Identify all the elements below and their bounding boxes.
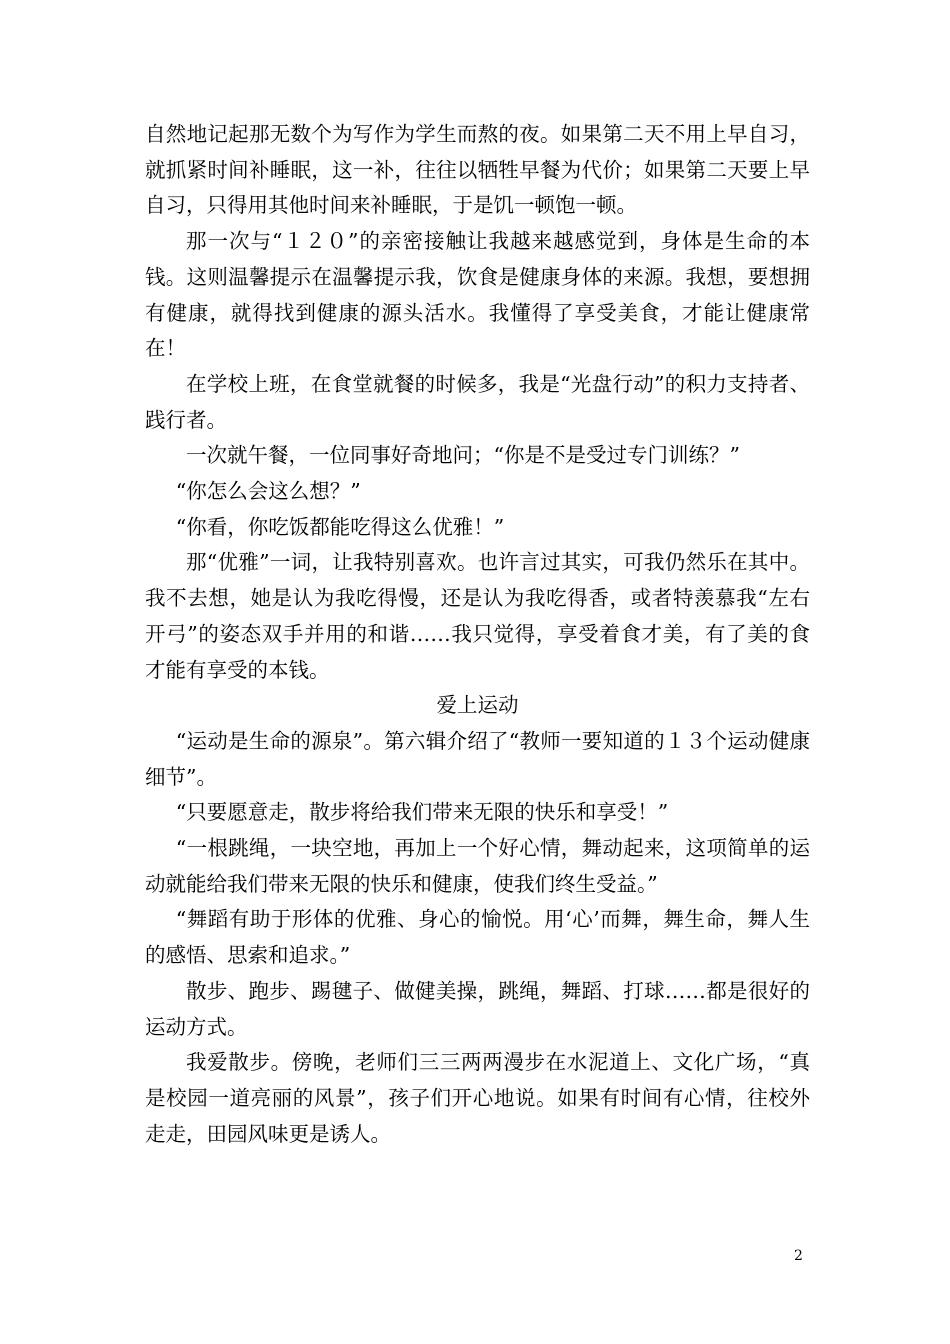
paragraph-10: “一根跳绳，一块空地，再加上一个好心情，舞动起来，这项简单的运动就能给我们带来无限的快乐和健康，使我们终生受益。”: [145, 836, 810, 896]
paragraph-13: 我爱散步。傍晚，老师们三三两两漫步在水泥道上、文化广场，“真是校园一道亮丽的风景”，孩子们开心地说。如果有时间有心情，往校外走走，田园风味更是诱人。: [145, 1050, 810, 1146]
paragraph-11: “舞蹈有助于形体的优雅、身心的愉悦。用‘心’而舞，舞生命，舞人生的感悟、思索和追求。”: [145, 907, 810, 968]
paragraph-2: 那一次与“１２０”的亲密接触让我越来越感觉到，身体是生命的本钱。这则温馨提示在温馨提示我，饮食是健康身体的来源。我想，要想拥有健康，就得找到健康的源头活水。我懂得了享受美食，才能让健康常在！: [145, 229, 810, 361]
paragraph-1: 自然地记起那无数个为写作为学生而熬的夜。如果第二天不用上早自习，就抓紧时间补睡眠，这一补，往往以牺牲早餐为代价；如果第二天要上早自习，只得用其他时间来补睡眠，于是饥一顿饱一顿。: [145, 122, 810, 218]
paragraph-12: 散步、跑步、踢毽子、做健美操，跳绳，舞蹈、打球……都是很好的运动方式。: [145, 978, 810, 1039]
body-text: [145, 117, 810, 1152]
paragraph-5: “你怎么会这么想？”: [175, 479, 361, 504]
section-heading: 爱上运动: [436, 693, 519, 718]
paragraph-3: 在学校上班，在食堂就餐的时候多，我是“光盘行动”的积力支持者、践行者。: [145, 371, 810, 432]
paragraph-8: “运动是生命的源泉”。第六辑介绍了“教师一要知道的１３个运动健康细节”。: [145, 728, 810, 789]
paragraph-9: “只要愿意走，散步将给我们带来无限的快乐和享受！”: [175, 800, 669, 825]
page-number: 2: [794, 1248, 803, 1264]
paragraph-4: 一次就午餐，一位同事好奇地问；“你是不是受过专门训练？”: [186, 443, 740, 468]
paragraph-6: “你看，你吃饭都能吃得这么优雅！”: [175, 514, 505, 539]
paragraph-7: 那“优雅”一词，让我特别喜欢。也许言过其实，可我仍然乐在其中。我不去想，她是认为我吃得慢，还是认为我吃得香，或者特羡慕我“左右开弓”的姿态双手并用的和谐……我只觉得，享受着食才美，有了美的食才能有享受的本钱。: [145, 550, 810, 682]
